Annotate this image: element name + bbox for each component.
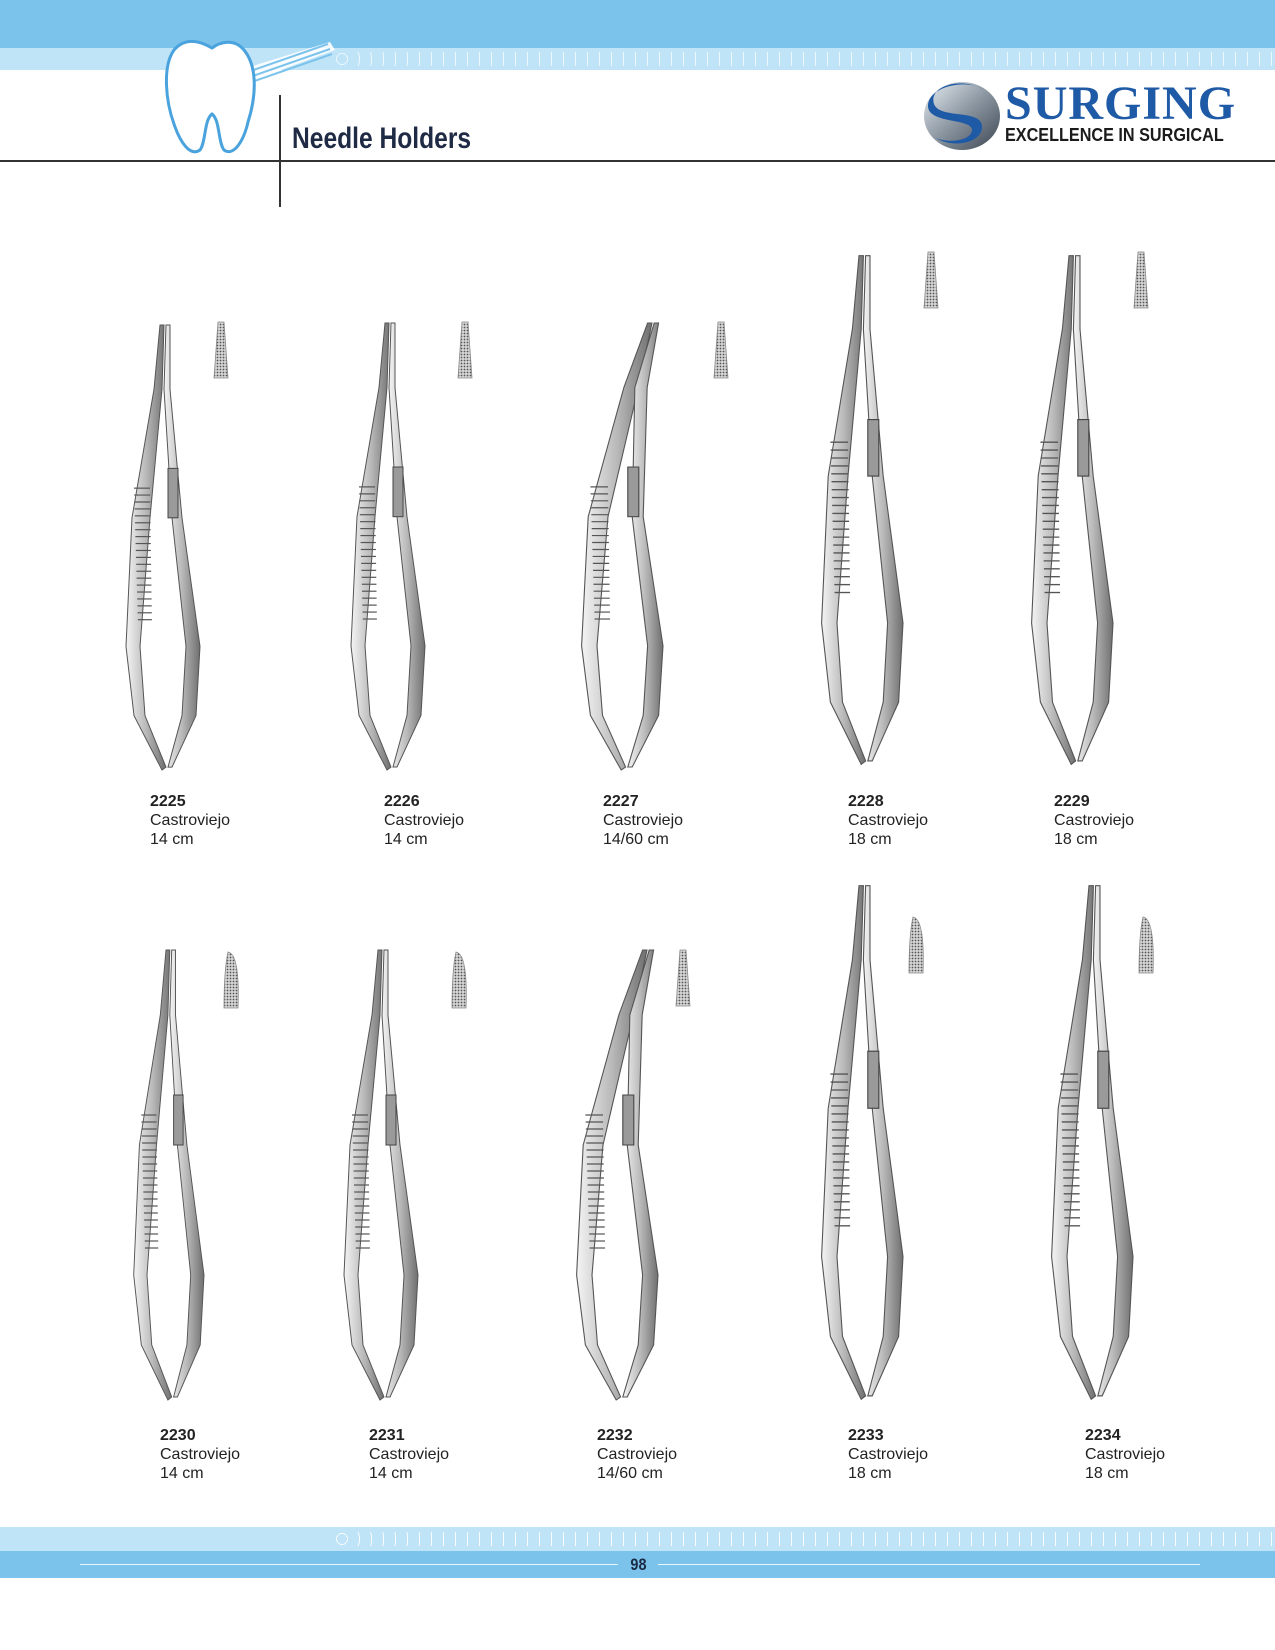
instrument-handle-right bbox=[1093, 886, 1133, 1396]
instrument-handle-right bbox=[382, 950, 418, 1397]
jaw-serration bbox=[1139, 917, 1153, 973]
jaw-detail-illustration bbox=[1130, 250, 1152, 310]
product-caption-2229 bbox=[1054, 792, 1134, 849]
jaw-serration bbox=[214, 322, 228, 378]
jaw-serration bbox=[452, 952, 466, 1008]
instrument-lock bbox=[628, 467, 639, 517]
instrument-handle-left bbox=[134, 950, 172, 1400]
product-name: Castroviejo bbox=[848, 812, 929, 829]
instrument-lock bbox=[168, 468, 178, 517]
product-code: 2233 bbox=[848, 1427, 884, 1444]
product-size: 14/60 cm bbox=[597, 1465, 663, 1482]
product-size: 14 cm bbox=[384, 831, 428, 848]
header-divider-vertical bbox=[279, 95, 281, 207]
product-size: 14/60 cm bbox=[603, 831, 669, 848]
needle-holder-illustration bbox=[128, 945, 223, 1405]
instrument-handle-right bbox=[1073, 256, 1113, 761]
instrument-lock bbox=[174, 1095, 184, 1145]
instrument-handle-right bbox=[389, 323, 425, 767]
jaw-serration bbox=[909, 917, 923, 973]
product-name: Castroviejo bbox=[160, 1446, 241, 1463]
instrument-lock bbox=[393, 467, 403, 517]
instrument-handle-right bbox=[170, 950, 204, 1397]
surging-s-logo-icon bbox=[922, 78, 1002, 154]
header-divider-horizontal bbox=[0, 160, 1275, 162]
product-name: Castroviejo bbox=[603, 812, 684, 829]
jaw-detail-illustration bbox=[454, 320, 476, 380]
product-name: Castroviejo bbox=[1054, 812, 1135, 829]
jaw-detail-illustration bbox=[672, 948, 694, 1008]
product-size: 18 cm bbox=[1054, 831, 1098, 848]
product-caption-2227 bbox=[603, 792, 683, 849]
instrument-handle-right bbox=[863, 886, 903, 1396]
instrument-handle-right bbox=[164, 325, 200, 767]
product-code: 2225 bbox=[150, 793, 186, 810]
page-number: 98 bbox=[629, 1555, 647, 1574]
product-code: 2226 bbox=[384, 793, 420, 810]
product-name: Castroviejo bbox=[1085, 1446, 1166, 1463]
product-code: 2229 bbox=[1054, 793, 1090, 810]
jaw-detail-illustration bbox=[920, 250, 942, 310]
product-caption-2228 bbox=[848, 792, 928, 849]
jaw-detail-illustration bbox=[448, 950, 470, 1010]
jaw-serration bbox=[224, 952, 238, 1008]
product-caption-2233 bbox=[848, 1426, 928, 1483]
jaw-serration bbox=[1134, 252, 1148, 308]
product-caption-2234 bbox=[1085, 1426, 1165, 1483]
instrument-handle-left bbox=[1032, 256, 1076, 765]
instrument-lock bbox=[386, 1095, 396, 1145]
instrument-handle-left bbox=[1052, 886, 1096, 1400]
product-size: 18 cm bbox=[848, 831, 892, 848]
instrument-lock bbox=[1098, 1051, 1109, 1108]
product-name: Castroviejo bbox=[369, 1446, 450, 1463]
needle-holder-illustration bbox=[575, 318, 685, 775]
jaw-serration bbox=[714, 322, 728, 378]
needle-holder-illustration bbox=[345, 318, 445, 775]
product-caption-2231 bbox=[369, 1426, 449, 1483]
page-title: Needle Holders bbox=[292, 122, 472, 155]
jaw-serration bbox=[924, 252, 938, 308]
brand-name: SURGING bbox=[1005, 77, 1237, 130]
instrument-lock bbox=[1078, 420, 1089, 477]
jaw-detail-illustration bbox=[210, 320, 232, 380]
product-size: 18 cm bbox=[848, 1465, 892, 1482]
instrument-handle-left bbox=[351, 323, 391, 770]
instrument-handle-left bbox=[126, 325, 166, 770]
product-size: 14 cm bbox=[369, 1465, 413, 1482]
needle-holder-illustration bbox=[815, 250, 925, 770]
product-code: 2228 bbox=[848, 793, 884, 810]
needle-holder-illustration bbox=[338, 945, 438, 1405]
instrument-handle-left bbox=[344, 950, 384, 1400]
instrument-handle-right bbox=[863, 256, 903, 761]
product-caption-2232 bbox=[597, 1426, 677, 1483]
product-code: 2230 bbox=[160, 1427, 196, 1444]
product-code: 2231 bbox=[369, 1427, 405, 1444]
product-size: 14 cm bbox=[150, 831, 194, 848]
product-name: Castroviejo bbox=[848, 1446, 929, 1463]
needle-holder-illustration bbox=[1025, 250, 1135, 770]
jaw-detail-illustration bbox=[220, 950, 242, 1010]
product-size: 14 cm bbox=[160, 1465, 204, 1482]
product-name: Castroviejo bbox=[384, 812, 465, 829]
instrument-handle-left bbox=[822, 886, 866, 1400]
product-caption-2225 bbox=[150, 792, 230, 849]
brand-tagline: EXCELLENCE IN SURGICAL bbox=[1005, 125, 1224, 145]
footer-band-pattern bbox=[0, 1527, 1275, 1551]
product-code: 2232 bbox=[597, 1427, 633, 1444]
product-size: 18 cm bbox=[1085, 1465, 1129, 1482]
instrument-lock bbox=[868, 420, 879, 477]
instrument-lock bbox=[868, 1051, 879, 1108]
jaw-detail-illustration bbox=[905, 915, 927, 975]
needle-holder-illustration bbox=[570, 945, 680, 1405]
product-code: 2227 bbox=[603, 793, 639, 810]
instrument-lock bbox=[623, 1095, 634, 1145]
product-name: Castroviejo bbox=[597, 1446, 678, 1463]
product-caption-2230 bbox=[160, 1426, 240, 1483]
page-number-box bbox=[618, 1553, 658, 1577]
jaw-detail-illustration bbox=[710, 320, 732, 380]
instrument-handle-left bbox=[822, 256, 866, 765]
product-caption-2226 bbox=[384, 792, 464, 849]
jaw-serration bbox=[458, 322, 472, 378]
needle-holder-illustration bbox=[120, 320, 220, 775]
product-code: 2234 bbox=[1085, 1427, 1121, 1444]
product-name: Castroviejo bbox=[150, 812, 231, 829]
jaw-detail-illustration bbox=[1135, 915, 1157, 975]
jaw-serration bbox=[676, 950, 690, 1006]
brand-logo-text bbox=[1005, 77, 1255, 145]
